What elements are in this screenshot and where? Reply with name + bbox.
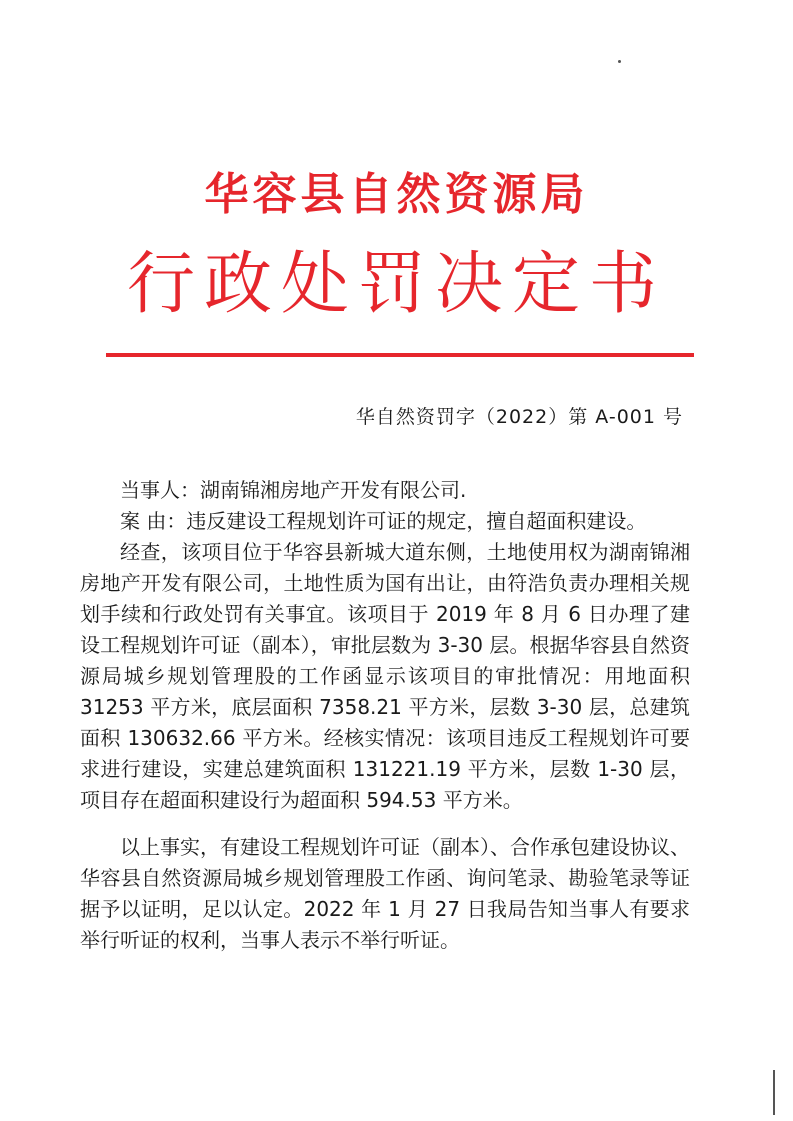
case-paragraph: 案 由：违反建设工程规划许可证的规定，擅自超面积建设。 xyxy=(120,509,647,533)
investigation-paragraph: 经查，该项目位于华容县新城大道东侧，土地使用权为湖南锦湘房地产开发有限公司，土地性质为国有出让，由符浩负责办理相关规划手续和行政处罚有关事宜。该项目于 2019 年 8 月 6 日办理了建设工程规划许可证（副本），审批层数为 3-30 层。根据华容县自然资源局城乡规划管理股的工作函显示该项目的审批情况：用地面积 31253 平方米，底层面积 7358.21 平方米，层数 3-30 层，总建筑面积 130632.66 平方米。经核实情况：该项目违反工程规划许可要求进行建设，实建总建筑面积 131221.19 平方米，层数 1-30 层，项目存在超面积建设行为超面积 594.53 平方米。 xyxy=(80,540,690,812)
agency-title: 华容县自然资源局 xyxy=(204,169,589,220)
document-number: 华自然资罚字（2022）第 A-001 号 xyxy=(355,406,683,428)
document-type-title: 行政处罚决定书 xyxy=(126,245,666,324)
party-paragraph: 当事人：湖南锦湘房地产开发有限公司. xyxy=(120,478,467,502)
evidence-paragraph: 以上事实，有建设工程规划许可证（副本）、合作承包建设协议、华容县自然资源局城乡规划管理股工作函、询问笔录、勘验笔录等证据予以证明，足以认定。2022 年 1 月 27 日我局告知当事人有要求举行听证的权利，当事人表示不举行听证。 xyxy=(80,835,690,952)
scan-edge-mark xyxy=(773,1070,775,1115)
scan-speck xyxy=(618,60,621,63)
red-divider-line xyxy=(106,353,694,357)
document-body xyxy=(80,475,690,956)
